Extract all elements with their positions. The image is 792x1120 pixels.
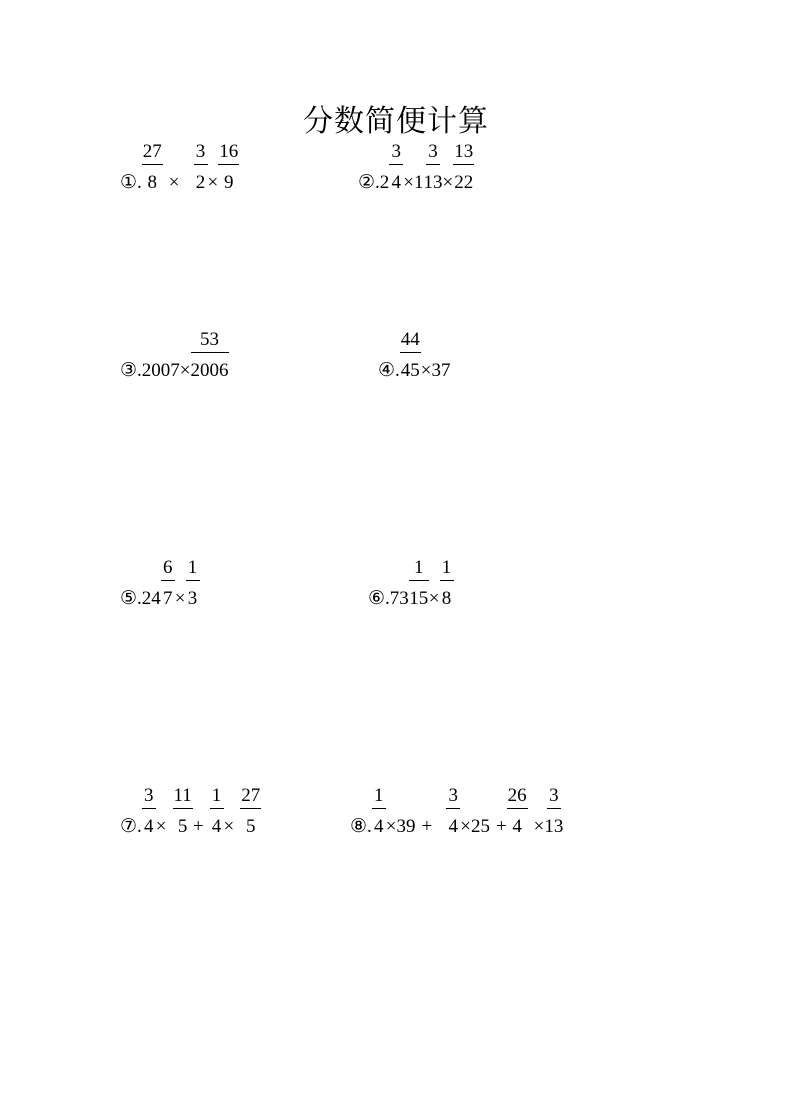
denominator: 2 bbox=[195, 172, 206, 193]
numerator: 27 bbox=[240, 786, 261, 809]
numerator: 6 bbox=[161, 558, 175, 581]
fraction bbox=[409, 558, 429, 608]
numerator: 1 bbox=[440, 558, 454, 581]
problem-number: ①. bbox=[120, 172, 142, 193]
fraction bbox=[440, 558, 454, 608]
fraction bbox=[453, 142, 474, 192]
numerator: 3 bbox=[547, 786, 561, 809]
operator: × bbox=[179, 360, 191, 381]
operator: + bbox=[192, 816, 204, 837]
denominator: 4 bbox=[448, 816, 458, 837]
denominator: 13 bbox=[544, 816, 564, 837]
fraction bbox=[424, 142, 443, 192]
problem-number: ⑧. bbox=[350, 816, 372, 837]
fraction bbox=[240, 786, 261, 836]
operator: + bbox=[495, 816, 507, 837]
denominator: 3 bbox=[187, 588, 198, 609]
numerator: 27 bbox=[142, 142, 163, 165]
numerator: 3 bbox=[389, 142, 403, 165]
whole-number: 2 bbox=[379, 172, 390, 193]
whole-number: 37 bbox=[431, 360, 451, 381]
fraction bbox=[389, 142, 403, 192]
denominator: 4 bbox=[144, 816, 154, 837]
denominator: 8 bbox=[147, 172, 158, 193]
fraction bbox=[194, 142, 208, 192]
problem-number: ③. bbox=[120, 360, 142, 381]
problem-8 bbox=[350, 786, 563, 836]
fraction bbox=[446, 786, 460, 836]
denominator: 4 bbox=[512, 816, 522, 837]
denominator: 4 bbox=[374, 816, 384, 837]
numerator: 13 bbox=[453, 142, 474, 165]
problem-7 bbox=[120, 786, 261, 836]
whole-number: 39 bbox=[396, 816, 416, 837]
operator: + bbox=[421, 816, 433, 837]
whole-number: 2007 bbox=[141, 360, 180, 381]
numerator: 3 bbox=[446, 786, 460, 809]
denominator: 4 bbox=[211, 816, 222, 837]
problem-number: ④. bbox=[378, 360, 400, 381]
operator: × bbox=[403, 172, 415, 193]
numerator: 44 bbox=[400, 330, 421, 353]
numerator: 16 bbox=[218, 142, 239, 165]
fraction bbox=[218, 142, 239, 192]
whole-number: 24 bbox=[141, 588, 161, 609]
denominator: 5 bbox=[177, 816, 188, 837]
operator: × bbox=[174, 588, 186, 609]
problem-number: ②. bbox=[358, 172, 380, 193]
fraction bbox=[142, 142, 163, 192]
operator: × bbox=[460, 816, 471, 837]
fraction bbox=[161, 558, 175, 608]
denominator: 9 bbox=[223, 172, 234, 193]
numerator: 3 bbox=[426, 142, 440, 165]
numerator: 1 bbox=[186, 558, 200, 581]
denominator: 13 bbox=[423, 172, 443, 193]
fraction bbox=[372, 786, 386, 836]
operator: × bbox=[385, 816, 397, 837]
problem-number: ⑤. bbox=[120, 588, 142, 609]
problem-number: ⑦. bbox=[120, 816, 142, 837]
denominator: 45 bbox=[400, 360, 420, 381]
operator: × bbox=[155, 816, 167, 837]
numerator: 1 bbox=[210, 786, 224, 809]
whole-number: 25 bbox=[470, 816, 490, 837]
problem-number: ⑥. bbox=[368, 588, 390, 609]
problem-6 bbox=[368, 558, 454, 608]
denominator: 8 bbox=[441, 588, 452, 609]
numerator: 1 bbox=[409, 558, 429, 581]
operator: × bbox=[223, 816, 235, 837]
problem-1 bbox=[120, 142, 239, 192]
denominator: 4 bbox=[391, 172, 402, 193]
denominator: 2006 bbox=[190, 360, 229, 381]
operator: × bbox=[420, 360, 432, 381]
fraction bbox=[210, 786, 224, 836]
fraction bbox=[400, 330, 421, 380]
fraction bbox=[544, 786, 563, 836]
denominator: 15 bbox=[409, 588, 429, 609]
whole-number: 73 bbox=[389, 588, 409, 609]
problem-4 bbox=[378, 330, 451, 380]
operator: × bbox=[428, 588, 440, 609]
fraction bbox=[507, 786, 528, 836]
numerator: 53 bbox=[191, 330, 229, 353]
denominator: 22 bbox=[454, 172, 474, 193]
fraction bbox=[142, 786, 156, 836]
page-title: 分数简便计算 bbox=[303, 104, 489, 139]
operator: × bbox=[442, 172, 454, 193]
denominator: 7 bbox=[163, 588, 173, 609]
fraction bbox=[186, 558, 200, 608]
numerator: 3 bbox=[142, 786, 156, 809]
fraction bbox=[191, 330, 229, 380]
numerator: 3 bbox=[194, 142, 208, 165]
problem-2 bbox=[358, 142, 474, 192]
whole-number: 1 bbox=[414, 172, 424, 193]
numerator: 1 bbox=[372, 786, 386, 809]
problem-3 bbox=[120, 330, 229, 380]
operator: × bbox=[168, 172, 180, 193]
numerator: 11 bbox=[173, 786, 193, 809]
fraction bbox=[173, 786, 193, 836]
operator: × bbox=[207, 172, 219, 193]
problem-5 bbox=[120, 558, 200, 608]
numerator: 26 bbox=[507, 786, 528, 809]
denominator: 5 bbox=[246, 816, 256, 837]
operator: × bbox=[533, 816, 545, 837]
